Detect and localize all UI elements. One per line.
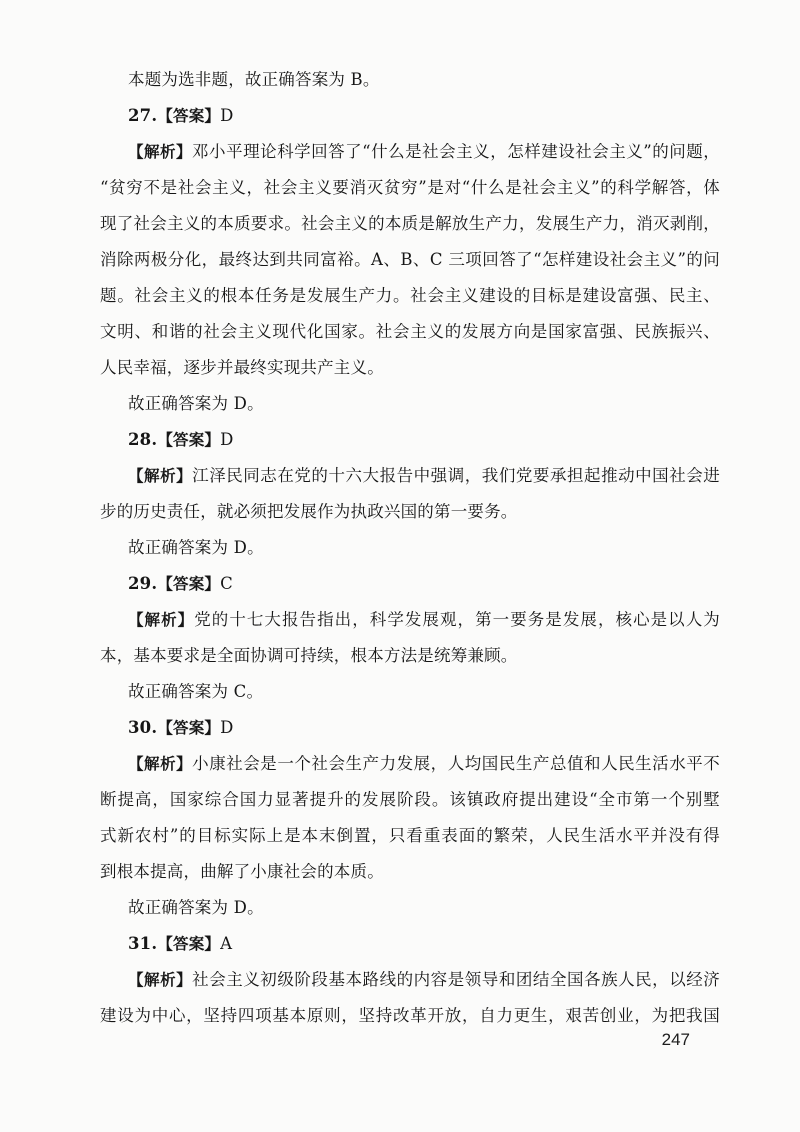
answer-heading <box>100 926 720 962</box>
conclusion-line: 故正确答案为 D。 <box>128 898 264 917</box>
analysis-line <box>100 242 720 278</box>
answer-label: 【答案】 <box>157 575 221 593</box>
analysis-line <box>100 998 720 1034</box>
analysis-line <box>100 350 720 386</box>
answer-label: 【答案】 <box>157 719 221 737</box>
conclusion-line: 故正确答案为 D。 <box>128 538 264 557</box>
answer-heading <box>100 98 720 134</box>
analysis-text: 到根本提高，曲解了小康社会的本质。 <box>100 862 384 881</box>
question-number: 29. <box>128 574 158 593</box>
analysis-line <box>100 278 720 314</box>
analysis-text: 邓小平理论科学回答了“什么是社会主义，怎样建设社会主义”的问题， <box>192 142 720 161</box>
answer-value: D <box>220 106 234 125</box>
analysis-line <box>100 638 720 674</box>
analysis-text: 题。社会主义的根本任务是发展生产力。社会主义建设的目标是建设富强、民主、 <box>100 286 720 305</box>
answer-heading <box>100 710 720 746</box>
question-number: 28. <box>128 430 158 449</box>
analysis-text: 断提高，国家综合国力显著提升的发展阶段。该镇政府提出建设“全市第一个别墅 <box>100 790 720 809</box>
analysis-text: 社会主义初级阶段基本路线的内容是领导和团结全国各族人民，以经济 <box>192 970 720 989</box>
analysis-line <box>100 206 720 242</box>
analysis-line <box>100 854 720 890</box>
analysis-text: 现了社会主义的本质要求。社会主义的本质是解放生产力，发展生产力，消灭剥削， <box>100 214 720 233</box>
conclusion-line: 本题为选非题，故正确答案为 B。 <box>128 70 380 89</box>
analysis-line <box>100 134 720 170</box>
answer-heading <box>100 566 720 602</box>
analysis-label: 【解析】 <box>128 971 193 989</box>
conclusion-line: 故正确答案为 D。 <box>128 394 264 413</box>
analysis-text: 人民幸福，逐步并最终实现共产主义。 <box>100 358 384 377</box>
question-number: 27. <box>128 106 158 125</box>
analysis-line <box>100 494 720 530</box>
analysis-text: 本，基本要求是全面协调可持续，根本方法是统筹兼顾。 <box>100 646 518 665</box>
analysis-label: 【解析】 <box>128 143 193 161</box>
analysis-line <box>100 818 720 854</box>
analysis-text: 建设为中心，坚持四项基本原则，坚持改革开放，自力更生，艰苦创业，为把我国 <box>100 1006 720 1025</box>
analysis-text: “贫穷不是社会主义，社会主义要消灭贫穷”是对“什么是社会主义”的科学解答，体 <box>100 178 720 197</box>
analysis-text: 消除两极分化，最终达到共同富裕。A、B、C 三项回答了“怎样建设社会主义”的问 <box>100 250 720 269</box>
analysis-text: 式新农村”的目标实际上是本末倒置，只看重表面的繁荣，人民生活水平并没有得 <box>100 826 720 845</box>
answer-label: 【答案】 <box>157 935 221 953</box>
answer-value: D <box>220 430 234 449</box>
analysis-line <box>100 602 720 638</box>
analysis-line <box>100 782 720 818</box>
analysis-text: 小康社会是一个社会生产力发展，人均国民生产总值和人民生活水平不 <box>192 754 720 773</box>
analysis-label: 【解析】 <box>128 755 193 773</box>
analysis-label: 【解析】 <box>128 611 195 629</box>
document-body <box>100 62 720 1034</box>
answer-label: 【答案】 <box>157 107 221 125</box>
analysis-text: 党的十七大报告指出，科学发展观，第一要务是发展，核心是以人为 <box>194 610 720 629</box>
question-number: 31. <box>128 934 158 953</box>
conclusion-line: 故正确答案为 C。 <box>128 682 264 701</box>
analysis-label: 【解析】 <box>128 467 193 485</box>
analysis-text: 文明、和谐的社会主义现代化国家。社会主义的发展方向是国家富强、民族振兴、 <box>100 322 720 341</box>
analysis-text: 步的历史责任，就必须把发展作为执政兴国的第一要务。 <box>100 502 518 521</box>
page-number: 247 <box>661 1030 690 1049</box>
analysis-line <box>100 170 720 206</box>
answer-heading <box>100 422 720 458</box>
answer-label: 【答案】 <box>157 431 221 449</box>
analysis-line <box>100 962 720 998</box>
answer-value: D <box>220 718 234 737</box>
answer-value: C <box>220 574 233 593</box>
analysis-line <box>100 458 720 494</box>
analysis-text: 江泽民同志在党的十六大报告中强调，我们党要承担起推动中国社会进 <box>192 466 720 485</box>
answer-value: A <box>220 934 233 953</box>
analysis-line <box>100 746 720 782</box>
question-number: 30. <box>128 718 158 737</box>
analysis-line <box>100 314 720 350</box>
